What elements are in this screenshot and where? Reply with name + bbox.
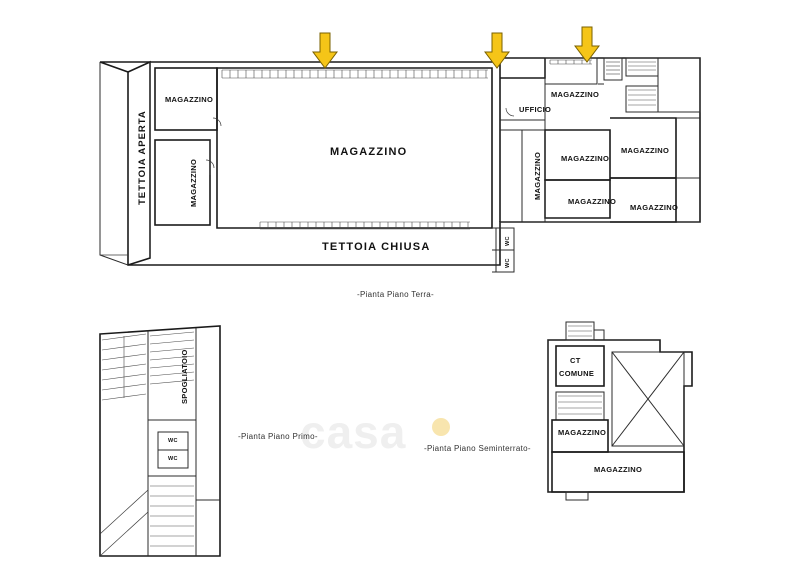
arrow-right [574,26,600,64]
room-label-tettoia-aperta: TETTOIA APERTA [137,110,148,205]
caption-basement: -Pianta Piano Seminterrato- [424,444,531,453]
caption-first-floor: -Pianta Piano Primo- [238,432,318,441]
room-label-ct-comune: COMUNE [559,369,595,378]
room-label-magazzino-c1: MAGAZZINO [561,154,610,163]
room-label-magazzino-ne: MAGAZZINO [551,90,600,99]
room-label-wc-1: WC [168,438,178,444]
room-label-magazzino-b1: MAGAZZINO [558,428,607,437]
arrow-center [484,32,510,70]
room-label-magazzino-e1: MAGAZZINO [621,146,670,155]
caption-ground-floor: -Pianta Piano Terra- [357,290,434,299]
room-label-spogliatoio: SPOGLIATOIO [180,349,189,404]
room-label-ct: CT [570,356,581,365]
room-label-magazzino-e2: MAGAZZINO [630,203,679,212]
first-floor-group [100,326,220,556]
room-label-wc-b: WC [505,258,511,268]
watermark-dot [432,418,450,436]
room-label-magazzino-main: MAGAZZINO [330,146,408,158]
room-label-magazzino-w: MAGAZZINO [189,158,198,207]
room-label-ufficio: UFFICIO [519,105,552,114]
room-label-wc-2: WC [168,456,178,462]
room-label-magazzino-nw: MAGAZZINO [165,95,214,104]
arrow-left [312,32,338,70]
room-label-magazzino-c2: MAGAZZINO [568,197,617,206]
room-label-tettoia-chiusa: TETTOIA CHIUSA [322,241,431,253]
room-label-wc-a: WC [505,236,511,246]
watermark-text: casa [300,406,407,458]
room-label-magazzino-corridoio: MAGAZZINO [533,151,542,200]
room-label-magazzino-b2: MAGAZZINO [594,465,643,474]
